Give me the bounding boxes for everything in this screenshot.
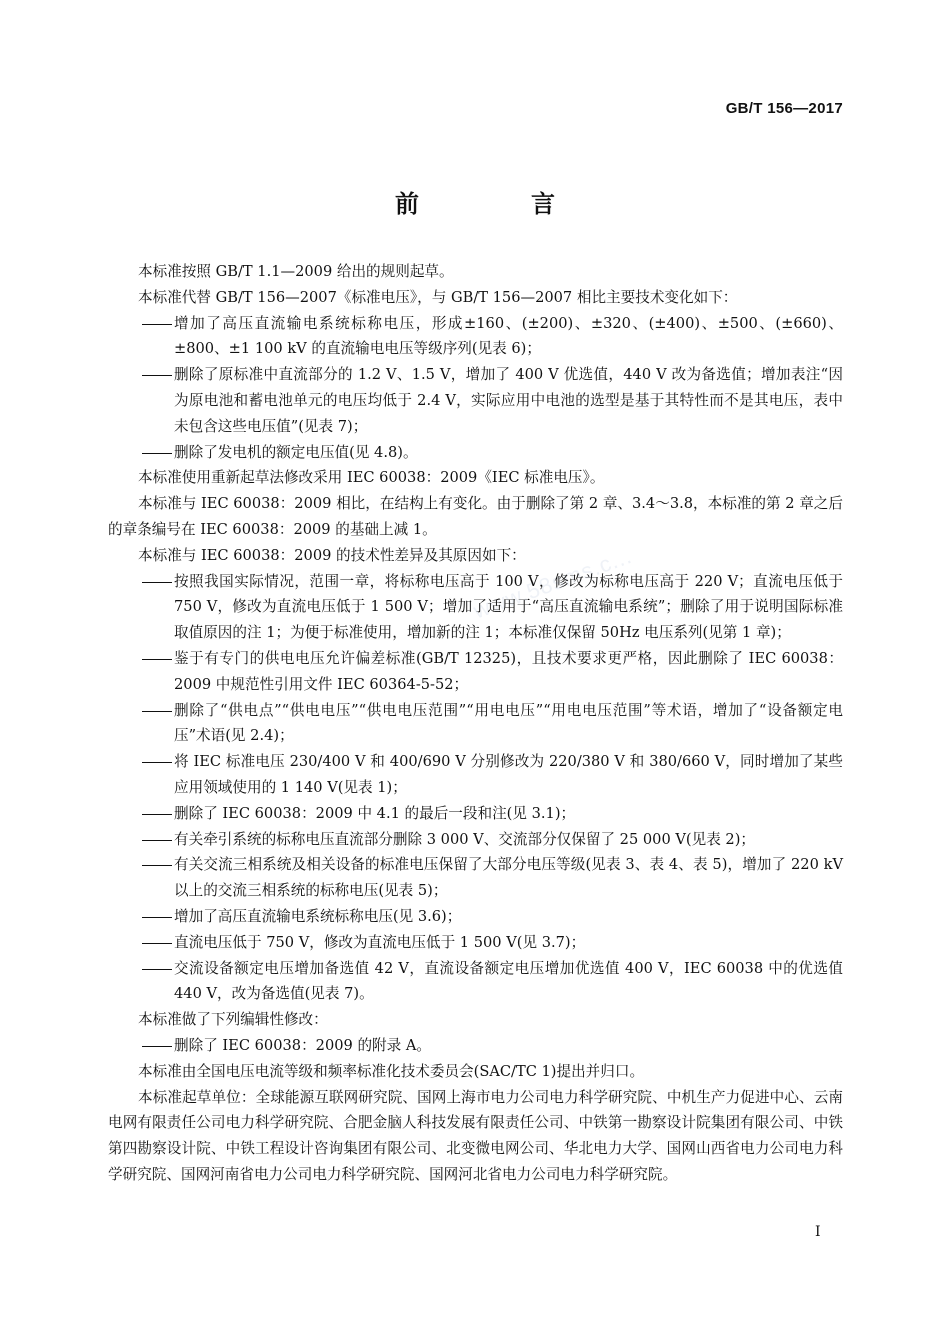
em-dash-marker xyxy=(142,827,174,853)
paragraph: 本标准使用重新起草法修改采用 IEC 60038：2009《IEC 标准电压》。 xyxy=(138,469,605,487)
document-body xyxy=(108,259,843,1188)
em-dash-marker xyxy=(142,569,174,595)
list-item-text: 按照我国实际情况，范围一章，将标称电压高于 100 V，修改为标称电压高于 220 V；直流电压低于 750 V，修改为直流电压低于 1 500 V；增加了适用于“高压直流输电系统”；删除了用于说明国际标准取值原因的注 1；为便于标准使用，增加新的注 1；本标准仅保留 50Hz 电压系列(见第 1 章)； xyxy=(174,572,843,642)
em-dash-marker xyxy=(142,440,174,466)
list-item xyxy=(108,311,843,363)
list-item xyxy=(108,956,843,1008)
em-dash-marker xyxy=(142,801,174,827)
em-dash-marker xyxy=(142,904,174,930)
em-dash-marker xyxy=(142,311,174,337)
em-dash-marker xyxy=(142,749,174,775)
paragraph: 本标准与 IEC 60038：2009 的技术性差异及其原因如下： xyxy=(138,546,526,564)
list-item xyxy=(108,569,843,646)
list-item-text: 直流电压低于 750 V，修改为直流电压低于 1 500 V(见 3.7)； xyxy=(174,933,586,951)
list-item-text: 删除了 IEC 60038：2009 的附录 A。 xyxy=(174,1036,431,1054)
em-dash-marker xyxy=(142,1033,174,1059)
list-item xyxy=(108,930,843,956)
page-number: I xyxy=(815,1224,821,1240)
list-item-text: 有关牵引系统的标称电压直流部分删除 3 000 V、交流部分仅保留了 25 000 V(见表 2)； xyxy=(174,830,756,848)
list-item xyxy=(108,362,843,439)
list-item-text: 删除了“供电点”“供电电压”“供电电压范围”“用电电压”“用电电压范围”等术语，增加了“设备额定电压”术语(见 2.4)； xyxy=(174,701,843,745)
list-item xyxy=(108,827,843,853)
em-dash-marker xyxy=(142,930,174,956)
watermark: www.58sms.c... xyxy=(470,542,636,624)
list-item-text: 将 IEC 标准电压 230/400 V 和 400/690 V 分别修改为 220/380 V 和 380/660 V，同时增加了某些应用领域使用的 1 140 V(见表 1)； xyxy=(174,753,843,796)
list-item xyxy=(108,852,843,904)
paragraph: 本标准做了下列编辑性修改： xyxy=(138,1011,328,1029)
list-item-text: 增加了高压直流输电系统标称电压(见 3.6)； xyxy=(174,907,462,925)
em-dash-marker xyxy=(142,698,174,724)
paragraph: 本标准按照 GB/T 1.1—2009 给出的规则起草。 xyxy=(138,263,454,280)
list-item xyxy=(108,646,843,698)
list-item xyxy=(108,440,843,466)
em-dash-marker xyxy=(142,852,174,878)
list-item-text: 删除了原标准中直流部分的 1.2 V、1.5 V，增加了 400 V 优选值，440 V 改为备选值；增加表注“因为原电池和蓄电池单元的电压均低于 2.4 V，实际应用中电池的选型是基于其特性而不是其电压，表中未包含这些电压值”(见表 7)； xyxy=(174,366,843,435)
list-item-text: 交流设备额定电压增加备选值 42 V，直流设备额定电压增加优选值 400 V，IEC 60038 中的优选值 440 V，改为备选值(见表 7)。 xyxy=(174,959,843,1003)
paragraph: 本标准由全国电压电流等级和频率标准化技术委员会(SAC/TC 1)提出并归口。 xyxy=(138,1062,645,1080)
paragraph: 本标准起草单位：全球能源互联网研究院、国网上海市电力公司电力科学研究院、中机生产力促进中心、云南电网有限责任公司电力科学研究院、合肥金脑人科技发展有限责任公司、中铁第一勘察设计院集团有限公司、中铁第四勘察设计院、中铁工程设计咨询集团有限公司、北变微电网公司、华北电力大学、国网山西省电力公司电力科学研究院、国网河南省电力公司电力科学研究院、国网河北省电力公司电力科学研究院。 xyxy=(108,1088,843,1183)
list-item-text: 鉴于有专门的供电电压允许偏差标准(GB/T 12325)，且技术要求更严格，因此删除了 IEC 60038：2009 中规范性引用文件 IEC 60364-5-52； xyxy=(174,649,843,693)
list-item xyxy=(108,749,843,801)
paragraph: 本标准代替 GB/T 156—2007《标准电压》，与 GB/T 156—2007 相比主要技术变化如下： xyxy=(138,288,738,306)
em-dash-marker xyxy=(142,362,174,388)
list-item xyxy=(108,801,843,827)
list-item xyxy=(108,1033,843,1059)
list-item-text: 删除了 IEC 60038：2009 中 4.1 的最后一段和注(见 3.1)； xyxy=(174,804,576,822)
page-title: 前 言 xyxy=(395,190,599,218)
list-item xyxy=(108,904,843,930)
list-item-text: 删除了发电机的额定电压值(见 4.8)。 xyxy=(174,443,418,461)
em-dash-marker xyxy=(142,956,174,982)
em-dash-marker xyxy=(142,646,174,672)
standard-number: GB/T 156—2017 xyxy=(725,100,843,117)
list-item-text: 有关交流三相系统及相关设备的标准电压保留了大部分电压等级(见表 3、表 4、表 5)，增加了 220 kV 以上的交流三相系统的标称电压(见表 5)； xyxy=(174,856,843,900)
list-item-text: 增加了高压直流输电系统标称电压，形成±160、(±200)、±320、(±400)、±500、(±660)、±800、±1 100 kV 的直流输电电压等级序列(见表 6)； xyxy=(174,314,843,358)
paragraph: 本标准与 IEC 60038：2009 相比，在结构上有变化。由于删除了第 2 章、3.4～3.8，本标准的第 2 章之后的章条编号在 IEC 60038：2009 的基础上减 1。 xyxy=(108,495,843,538)
list-item xyxy=(108,698,843,750)
